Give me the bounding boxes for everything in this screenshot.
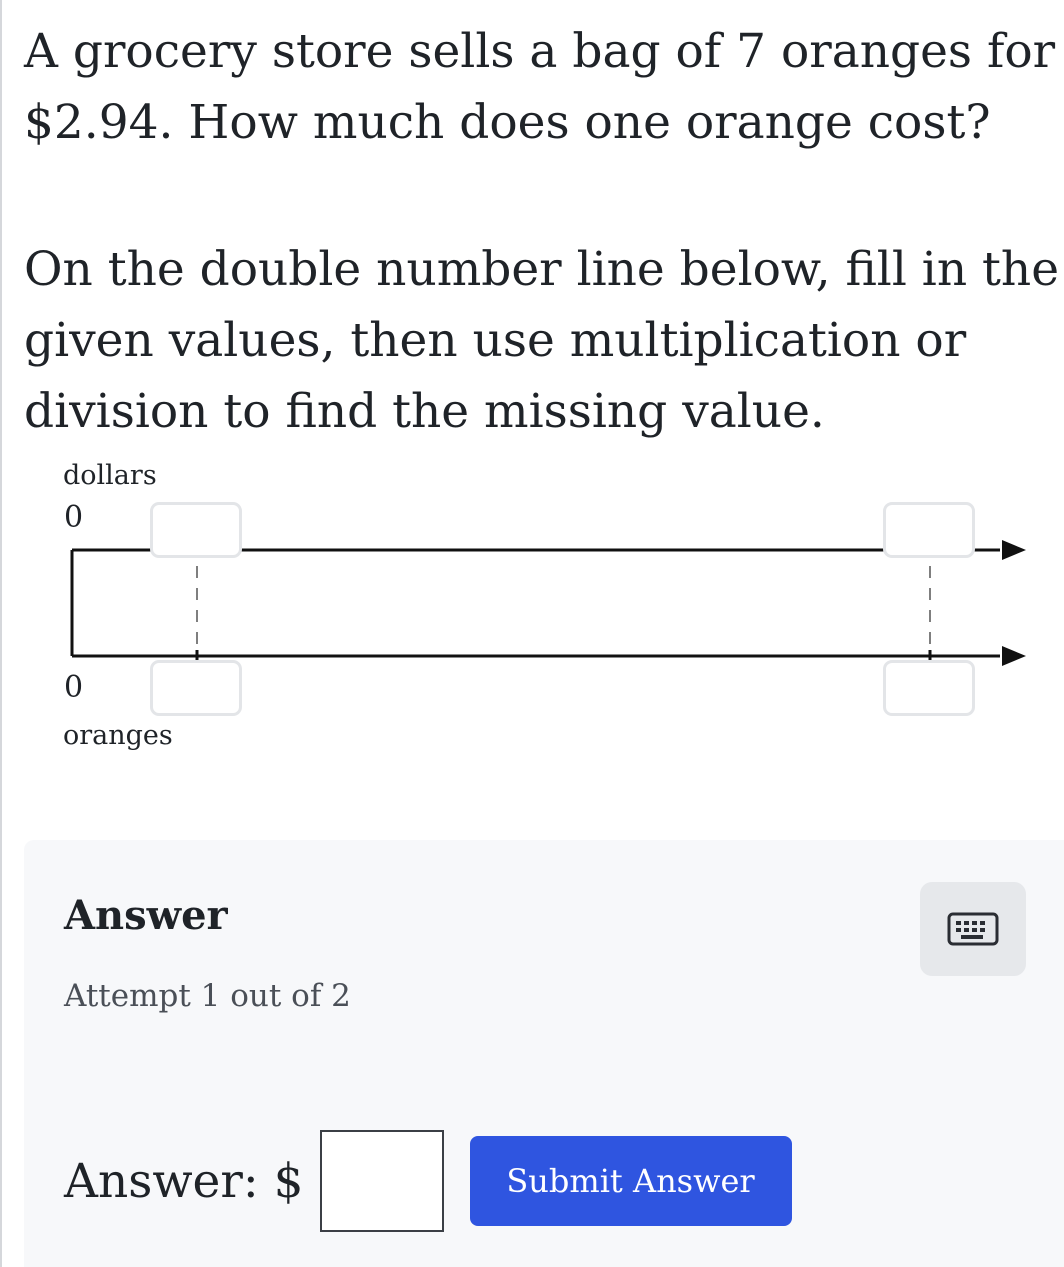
dollars-label: dollars	[63, 460, 157, 491]
answer-input[interactable]	[320, 1130, 444, 1232]
answer-prefix-label: Answer: $	[64, 1153, 304, 1209]
dollars-zero: 0	[64, 500, 84, 535]
oranges-arrowhead	[1002, 646, 1026, 666]
submit-answer-button[interactable]: Submit Answer	[470, 1136, 792, 1226]
answer-heading: Answer	[64, 892, 228, 939]
question-text: A grocery store sells a bag of 7 oranges for $2.94. How much does one orange cost?	[24, 24, 1056, 150]
dollars-box-right[interactable]	[883, 502, 975, 558]
answer-row	[64, 1130, 792, 1232]
instruction-text: On the double number line below, fill in the given values, then use multiplication or division to find the missing value.	[24, 242, 1060, 439]
dollars-box-left[interactable]	[150, 502, 242, 558]
attempt-counter: Attempt 1 out of 2	[64, 978, 351, 1014]
dollars-arrowhead	[1002, 540, 1026, 560]
keyboard-toggle-button[interactable]	[920, 882, 1026, 976]
oranges-box-right[interactable]	[883, 660, 975, 716]
oranges-zero: 0	[64, 670, 84, 705]
left-edge-divider	[0, 0, 2, 1267]
oranges-label: oranges	[63, 720, 173, 751]
answer-panel	[24, 840, 1064, 1267]
keyboard-icon	[947, 912, 999, 946]
oranges-box-left[interactable]	[150, 660, 242, 716]
